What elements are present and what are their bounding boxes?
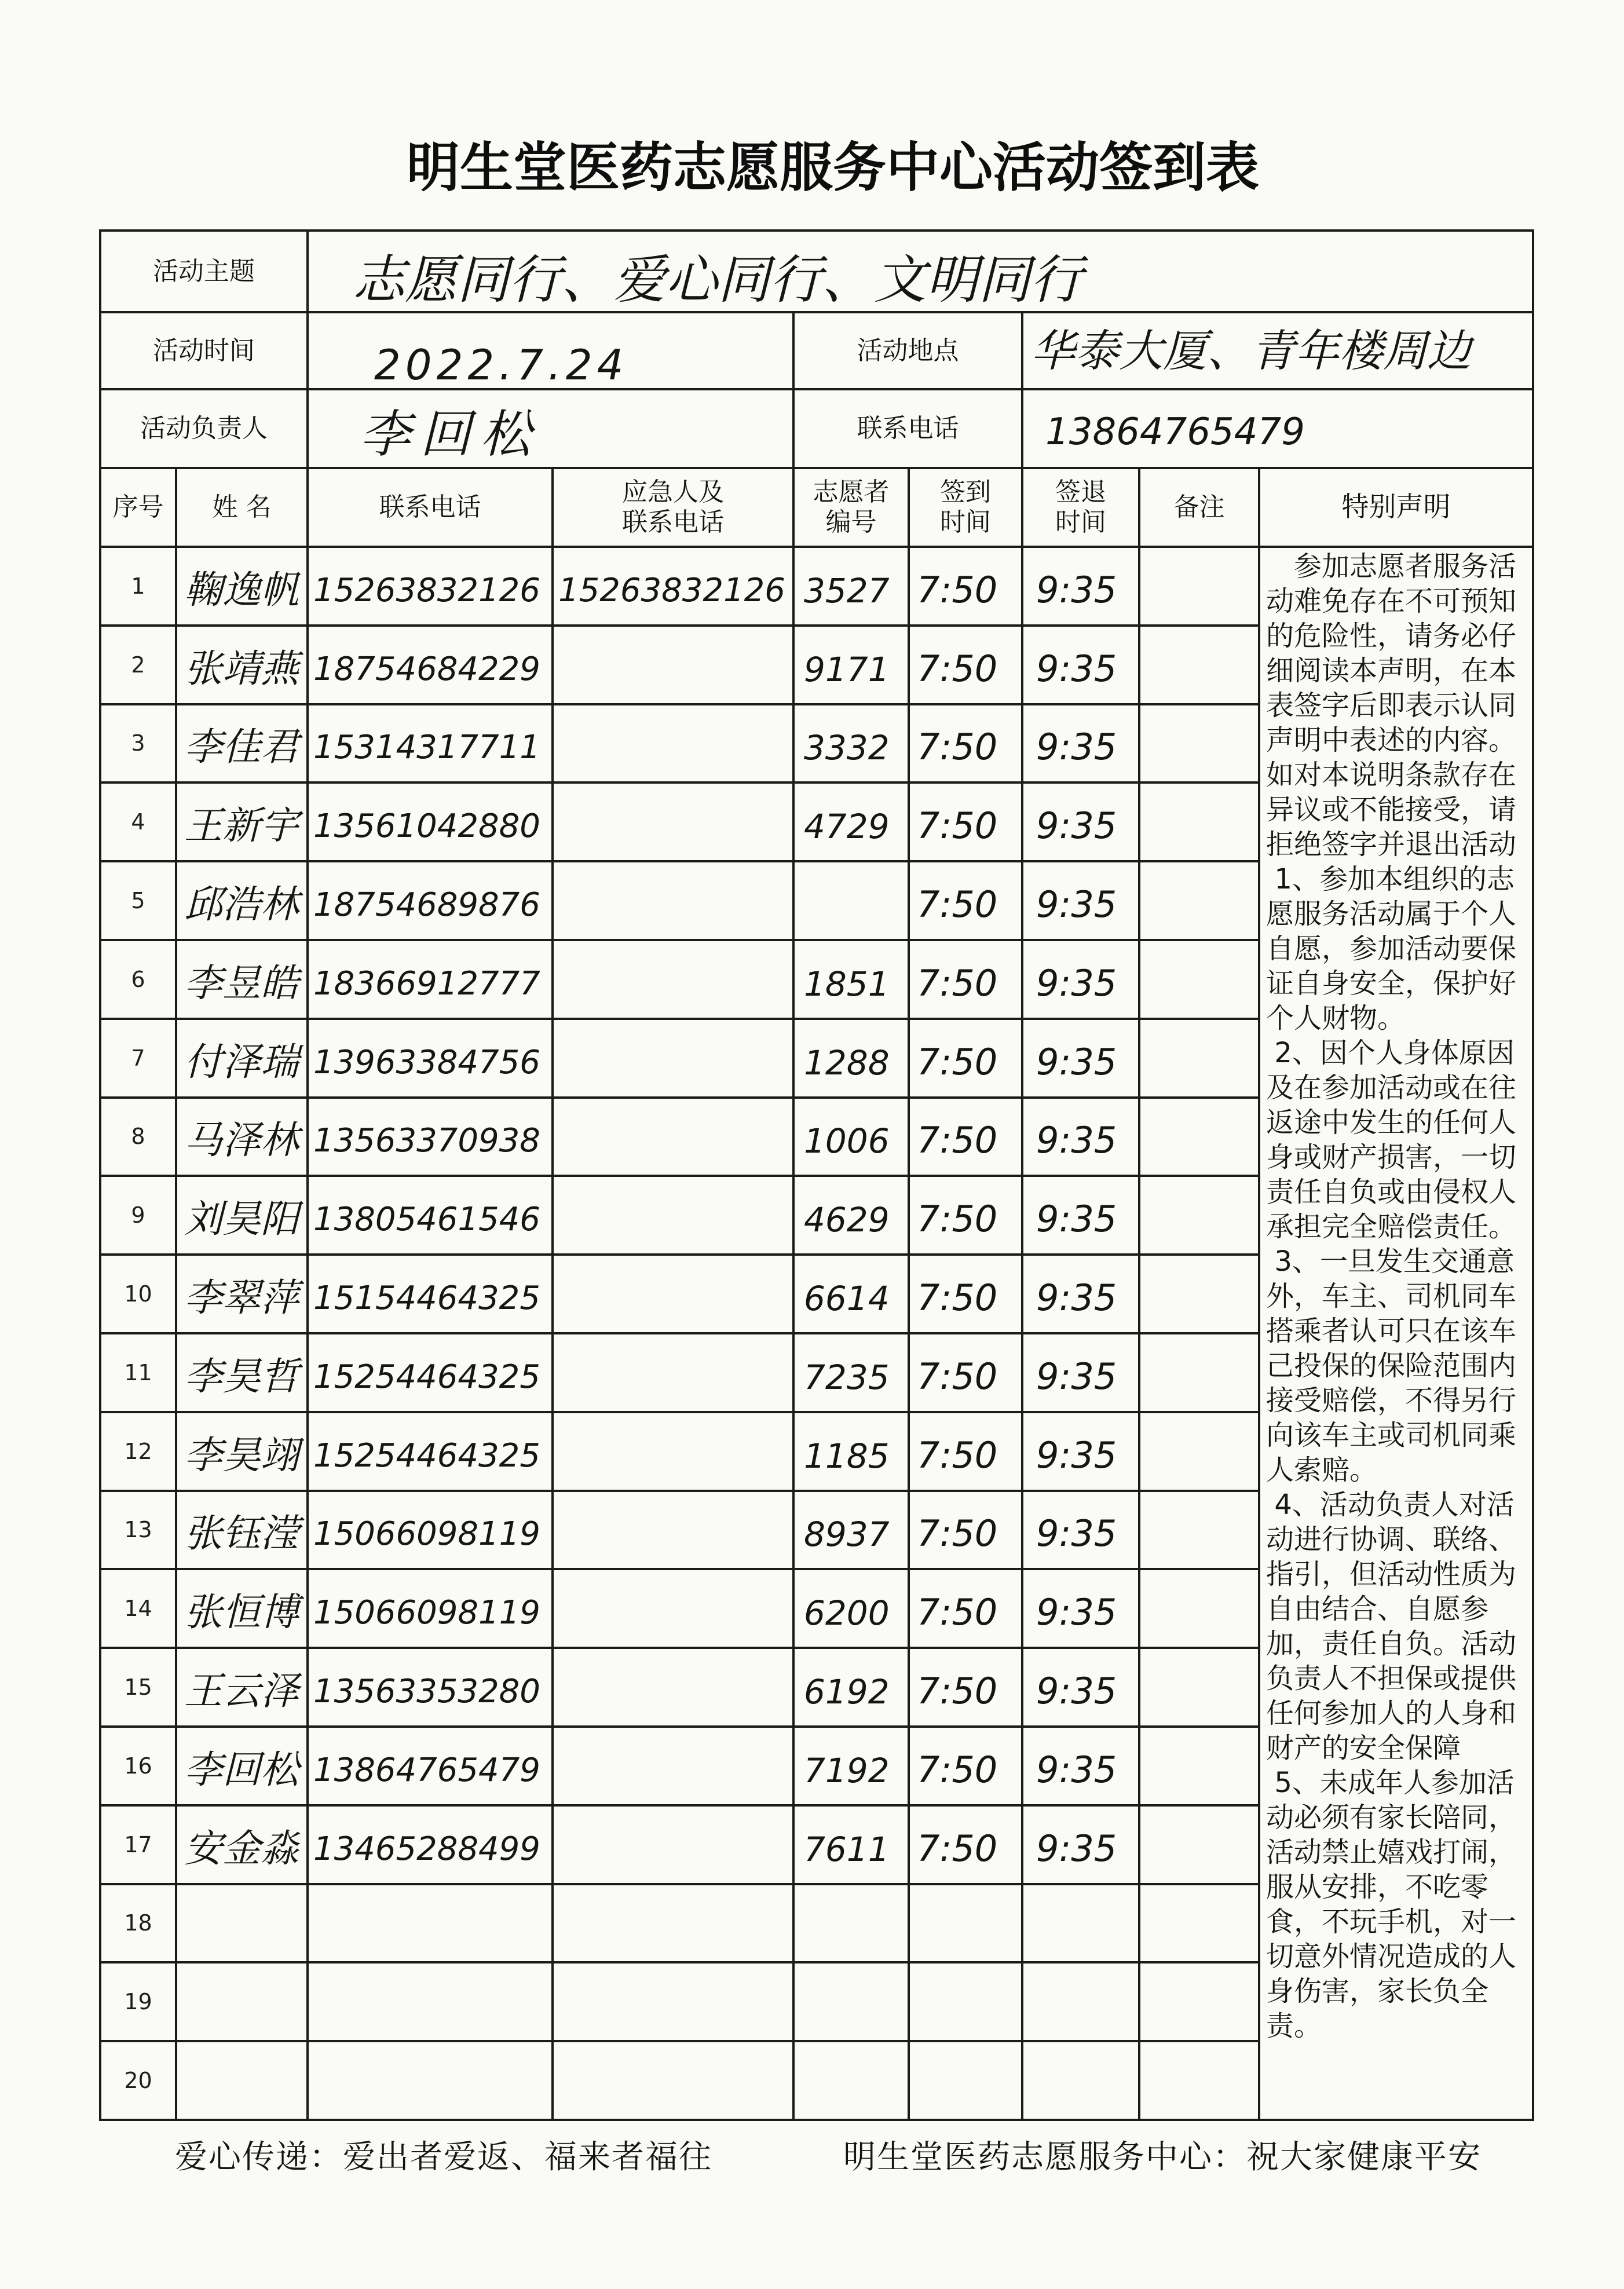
phone-cell: 15254464325 bbox=[308, 1412, 553, 1491]
remark-cell bbox=[1139, 1491, 1259, 1570]
footer-greeting: 明生堂医药志愿服务中心：祝大家健康平安 bbox=[843, 2138, 1482, 2176]
remark-cell bbox=[1139, 1648, 1259, 1727]
sign-in-time-cell bbox=[909, 2041, 1022, 2120]
phone-cell: 13963384756 bbox=[308, 1019, 553, 1098]
row-no-cell: 13 bbox=[100, 1491, 176, 1570]
row-no-cell: 19 bbox=[100, 1962, 176, 2041]
row-no-cell: 5 bbox=[100, 861, 176, 940]
place-label: 活动地点 bbox=[793, 312, 1022, 389]
row-no-cell: 7 bbox=[100, 1019, 176, 1098]
emergency-contact-cell bbox=[553, 1884, 793, 1963]
time-place-row bbox=[100, 312, 1533, 389]
volunteer-id-cell: 4629 bbox=[793, 1176, 909, 1255]
sign-out-time-cell: 9:35 bbox=[1022, 861, 1139, 940]
phone-cell: 13805461546 bbox=[308, 1176, 553, 1255]
sign-in-time-cell: 7:50 bbox=[909, 1648, 1022, 1727]
sign-in-time-cell: 7:50 bbox=[909, 1805, 1022, 1884]
name-cell: 李昊哲 bbox=[176, 1333, 308, 1412]
column-header-sign-in-line1: 签到 bbox=[940, 477, 991, 507]
phone-cell bbox=[308, 1884, 553, 1963]
name-cell: 张钰滢 bbox=[176, 1491, 308, 1570]
column-header-name: 姓 名 bbox=[176, 468, 308, 547]
phone-cell: 13864765479 bbox=[308, 1727, 553, 1805]
emergency-contact-cell bbox=[553, 626, 793, 704]
sign-in-time-cell: 7:50 bbox=[909, 1727, 1022, 1805]
statement-item: 2、因个人身体原因及在参加活动或在往返途中发生的任何人身或财产损害，一切责任自负或由侵权人承担完全赔偿责任。 bbox=[1266, 1037, 1517, 1243]
sign-out-time-cell: 9:35 bbox=[1022, 704, 1139, 783]
sign-out-time-cell bbox=[1022, 1962, 1139, 2041]
name-cell: 王云泽 bbox=[176, 1648, 308, 1727]
volunteer-id-cell: 6614 bbox=[793, 1255, 909, 1333]
row-no-cell: 8 bbox=[100, 1098, 176, 1176]
remark-cell bbox=[1139, 1412, 1259, 1491]
phone-cell bbox=[308, 1962, 553, 2041]
table-row bbox=[100, 547, 1533, 626]
volunteer-id-cell: 1288 bbox=[793, 1019, 909, 1098]
volunteer-id-cell: 4729 bbox=[793, 782, 909, 861]
phone-cell: 15066098119 bbox=[308, 1491, 553, 1570]
column-header-emergency-line1: 应急人及 bbox=[622, 477, 724, 507]
column-header-sign-in-time bbox=[909, 468, 1022, 547]
time-value: 2022.7.24 bbox=[308, 312, 793, 389]
remark-cell bbox=[1139, 1805, 1259, 1884]
name-cell: 张恒博 bbox=[176, 1569, 308, 1648]
column-header-no: 序号 bbox=[100, 468, 176, 547]
sign-out-time-cell: 9:35 bbox=[1022, 1648, 1139, 1727]
leader-value: 李回松 bbox=[308, 389, 793, 468]
volunteer-id-cell: 1185 bbox=[793, 1412, 909, 1491]
remark-cell bbox=[1139, 2041, 1259, 2120]
leader-phone-label: 联系电话 bbox=[793, 389, 1022, 468]
sign-in-time-cell: 7:50 bbox=[909, 782, 1022, 861]
remark-cell bbox=[1139, 1019, 1259, 1098]
emergency-contact-cell bbox=[553, 1098, 793, 1176]
theme-row bbox=[100, 231, 1533, 312]
time-label: 活动时间 bbox=[100, 312, 308, 389]
name-cell bbox=[176, 1884, 308, 1963]
leader-phone-value: 13864765479 bbox=[1022, 389, 1533, 468]
row-no-cell: 1 bbox=[100, 547, 176, 626]
volunteer-id-cell bbox=[793, 1884, 909, 1963]
name-cell: 马泽林 bbox=[176, 1098, 308, 1176]
column-header-emergency-contact bbox=[553, 468, 793, 547]
emergency-contact-cell bbox=[553, 1176, 793, 1255]
name-cell: 李翠萍 bbox=[176, 1255, 308, 1333]
row-no-cell: 18 bbox=[100, 1884, 176, 1963]
sign-in-time-cell: 7:50 bbox=[909, 1176, 1022, 1255]
row-no-cell: 6 bbox=[100, 940, 176, 1019]
name-cell: 安金淼 bbox=[176, 1805, 308, 1884]
sign-in-time-cell bbox=[909, 1884, 1022, 1963]
name-cell: 邱浩林 bbox=[176, 861, 308, 940]
column-header-remark: 备注 bbox=[1139, 468, 1259, 547]
remark-cell bbox=[1139, 782, 1259, 861]
sign-in-time-cell bbox=[909, 1962, 1022, 2041]
column-header-emergency-line2: 联系电话 bbox=[622, 507, 724, 537]
remark-cell bbox=[1139, 547, 1259, 626]
column-header-statement: 特别声明 bbox=[1259, 468, 1533, 547]
volunteer-id-cell: 7235 bbox=[793, 1333, 909, 1412]
emergency-contact-cell bbox=[553, 1727, 793, 1805]
volunteer-id-cell bbox=[793, 2041, 909, 2120]
statement-item: 1、参加本组织的志愿服务活动属于个人自愿，参加活动要保证自身安全，保护好个人财物。 bbox=[1266, 863, 1517, 1034]
column-header-sign-out-time bbox=[1022, 468, 1139, 547]
column-header-volunteer-id bbox=[793, 468, 909, 547]
column-header-volunteer-id-line1: 志愿者 bbox=[813, 477, 890, 507]
phone-cell: 15263832126 bbox=[308, 547, 553, 626]
emergency-contact-cell bbox=[553, 1412, 793, 1491]
name-cell: 刘昊阳 bbox=[176, 1176, 308, 1255]
sign-in-time-cell: 7:50 bbox=[909, 1412, 1022, 1491]
row-no-cell: 11 bbox=[100, 1333, 176, 1412]
sign-out-time-cell bbox=[1022, 1884, 1139, 1963]
name-cell: 李佳君 bbox=[176, 704, 308, 783]
volunteer-id-cell: 1851 bbox=[793, 940, 909, 1019]
sign-in-time-cell: 7:50 bbox=[909, 1019, 1022, 1098]
remark-cell bbox=[1139, 1333, 1259, 1412]
name-cell: 鞠逸帆 bbox=[176, 547, 308, 626]
sign-out-time-cell: 9:35 bbox=[1022, 1805, 1139, 1884]
sign-in-time-cell: 7:50 bbox=[909, 626, 1022, 704]
phone-cell: 15066098119 bbox=[308, 1569, 553, 1648]
sign-in-time-cell: 7:50 bbox=[909, 1569, 1022, 1648]
row-no-cell: 16 bbox=[100, 1727, 176, 1805]
sign-in-table bbox=[99, 229, 1534, 2121]
sign-in-time-cell: 7:50 bbox=[909, 704, 1022, 783]
sign-out-time-cell: 9:35 bbox=[1022, 1727, 1139, 1805]
name-cell: 李回松 bbox=[176, 1727, 308, 1805]
remark-cell bbox=[1139, 626, 1259, 704]
volunteer-id-cell bbox=[793, 1962, 909, 2041]
remark-cell bbox=[1139, 940, 1259, 1019]
remark-cell bbox=[1139, 704, 1259, 783]
sign-in-time-cell: 7:50 bbox=[909, 940, 1022, 1019]
row-no-cell: 9 bbox=[100, 1176, 176, 1255]
remark-cell bbox=[1139, 861, 1259, 940]
emergency-contact-cell bbox=[553, 1805, 793, 1884]
phone-cell bbox=[308, 2041, 553, 2120]
sign-out-time-cell: 9:35 bbox=[1022, 1176, 1139, 1255]
statement-item: 5、未成年人参加活动必须有家长陪同，活动禁止嬉戏打闹，服从安排，不吃零食，不玩手机，对一切意外情况造成的人身伤害，家长负全责。 bbox=[1266, 1767, 1517, 2042]
sign-in-time-cell: 7:50 bbox=[909, 1491, 1022, 1570]
emergency-contact-cell bbox=[553, 1255, 793, 1333]
sign-out-time-cell: 9:35 bbox=[1022, 626, 1139, 704]
row-no-cell: 17 bbox=[100, 1805, 176, 1884]
theme-value: 志愿同行、爱心同行、文明同行 bbox=[308, 231, 1533, 312]
sign-out-time-cell: 9:35 bbox=[1022, 1255, 1139, 1333]
emergency-contact-cell bbox=[553, 782, 793, 861]
volunteer-id-cell: 6200 bbox=[793, 1569, 909, 1648]
volunteer-id-cell: 6192 bbox=[793, 1648, 909, 1727]
emergency-contact-cell bbox=[553, 940, 793, 1019]
row-no-cell: 3 bbox=[100, 704, 176, 783]
sign-in-time-cell: 7:50 bbox=[909, 1255, 1022, 1333]
sign-out-time-cell: 9:35 bbox=[1022, 1569, 1139, 1648]
emergency-contact-cell: 15263832126 bbox=[553, 547, 793, 626]
column-header-sign-in-line2: 时间 bbox=[940, 507, 991, 537]
remark-cell bbox=[1139, 1727, 1259, 1805]
sign-out-time-cell: 9:35 bbox=[1022, 1019, 1139, 1098]
emergency-contact-cell bbox=[553, 1962, 793, 2041]
statement-item: 3、一旦发生交通意外，车主、司机同车搭乘者认可只在该车己投保的保险范围内接受赔偿，不得另行向该车主或司机同乘人索赔。 bbox=[1266, 1245, 1517, 1486]
row-no-cell: 4 bbox=[100, 782, 176, 861]
volunteer-id-cell: 7611 bbox=[793, 1805, 909, 1884]
phone-cell: 15314317711 bbox=[308, 704, 553, 783]
emergency-contact-cell bbox=[553, 1333, 793, 1412]
row-no-cell: 20 bbox=[100, 2041, 176, 2120]
phone-cell: 15254464325 bbox=[308, 1333, 553, 1412]
name-cell: 李昊翊 bbox=[176, 1412, 308, 1491]
name-cell: 付泽瑞 bbox=[176, 1019, 308, 1098]
volunteer-id-cell: 3332 bbox=[793, 704, 909, 783]
sign-out-time-cell: 9:35 bbox=[1022, 1098, 1139, 1176]
volunteer-id-cell: 7192 bbox=[793, 1727, 909, 1805]
place-value: 华泰大厦、青年楼周边 bbox=[1022, 312, 1533, 389]
column-header-sign-out-line2: 时间 bbox=[1055, 507, 1106, 537]
volunteer-id-cell: 8937 bbox=[793, 1491, 909, 1570]
sign-in-time-cell: 7:50 bbox=[909, 1333, 1022, 1412]
name-cell: 王新宇 bbox=[176, 782, 308, 861]
emergency-contact-cell bbox=[553, 704, 793, 783]
statement-item: 4、活动负责人对活动进行协调、联络、指引，但活动性质为自由结合、自愿参加，责任自负。活动负责人不担保或提供任何参加人的人身和财产的安全保障 bbox=[1266, 1489, 1517, 1764]
leader-row bbox=[100, 389, 1533, 468]
sign-out-time-cell: 9:35 bbox=[1022, 547, 1139, 626]
phone-cell: 18754689876 bbox=[308, 861, 553, 940]
emergency-contact-cell bbox=[553, 1569, 793, 1648]
phone-cell: 13561042880 bbox=[308, 782, 553, 861]
row-no-cell: 10 bbox=[100, 1255, 176, 1333]
phone-cell: 13563353280 bbox=[308, 1648, 553, 1727]
sign-out-time-cell bbox=[1022, 2041, 1139, 2120]
name-cell bbox=[176, 1962, 308, 2041]
remark-cell bbox=[1139, 1098, 1259, 1176]
volunteer-id-cell: 1006 bbox=[793, 1098, 909, 1176]
sign-out-time-cell: 9:35 bbox=[1022, 1491, 1139, 1570]
sign-out-time-cell: 9:35 bbox=[1022, 940, 1139, 1019]
column-header-phone: 联系电话 bbox=[308, 468, 553, 547]
phone-cell: 15154464325 bbox=[308, 1255, 553, 1333]
column-header-row bbox=[100, 468, 1533, 547]
remark-cell bbox=[1139, 1569, 1259, 1648]
name-cell: 李昱皓 bbox=[176, 940, 308, 1019]
phone-cell: 18754684229 bbox=[308, 626, 553, 704]
phone-cell: 13563370938 bbox=[308, 1098, 553, 1176]
phone-cell: 13465288499 bbox=[308, 1805, 553, 1884]
column-header-sign-out-line1: 签退 bbox=[1055, 477, 1106, 507]
leader-label: 活动负责人 bbox=[100, 389, 308, 468]
theme-label: 活动主题 bbox=[100, 231, 308, 312]
sign-out-time-cell: 9:35 bbox=[1022, 782, 1139, 861]
remark-cell bbox=[1139, 1176, 1259, 1255]
special-statement bbox=[1259, 547, 1533, 2120]
emergency-contact-cell bbox=[553, 1019, 793, 1098]
statement-intro: 参加志愿者服务活动难免存在不可预知的危险性，请务必仔细阅读本声明，在本表签字后即表示认同声明中表述的内容。如对本说明条款存在异议或不能接受，请拒绝签字并退出活动 bbox=[1266, 550, 1517, 861]
sign-in-time-cell: 7:50 bbox=[909, 547, 1022, 626]
sign-in-time-cell: 7:50 bbox=[909, 1098, 1022, 1176]
emergency-contact-cell bbox=[553, 1491, 793, 1570]
footer-slogan: 爱心传递：爱出者爱返、福来者福往 bbox=[175, 2138, 712, 2176]
remark-cell bbox=[1139, 1255, 1259, 1333]
volunteer-id-cell: 9171 bbox=[793, 626, 909, 704]
emergency-contact-cell bbox=[553, 2041, 793, 2120]
volunteer-id-cell: 3527 bbox=[793, 547, 909, 626]
sheet-title: 明生堂医药志愿服务中心活动签到表 bbox=[406, 137, 1259, 199]
sign-out-time-cell: 9:35 bbox=[1022, 1333, 1139, 1412]
volunteer-id-cell bbox=[793, 861, 909, 940]
sign-in-time-cell: 7:50 bbox=[909, 861, 1022, 940]
row-no-cell: 14 bbox=[100, 1569, 176, 1648]
phone-cell: 18366912777 bbox=[308, 940, 553, 1019]
remark-cell bbox=[1139, 1884, 1259, 1963]
sign-out-time-cell: 9:35 bbox=[1022, 1412, 1139, 1491]
name-cell bbox=[176, 2041, 308, 2120]
row-no-cell: 15 bbox=[100, 1648, 176, 1727]
special-statement-text bbox=[1260, 548, 1532, 2106]
emergency-contact-cell bbox=[553, 861, 793, 940]
row-no-cell: 12 bbox=[100, 1412, 176, 1491]
column-header-volunteer-id-line2: 编号 bbox=[825, 507, 877, 537]
remark-cell bbox=[1139, 1962, 1259, 2041]
emergency-contact-cell bbox=[553, 1648, 793, 1727]
name-cell: 张靖燕 bbox=[176, 626, 308, 704]
row-no-cell: 2 bbox=[100, 626, 176, 704]
